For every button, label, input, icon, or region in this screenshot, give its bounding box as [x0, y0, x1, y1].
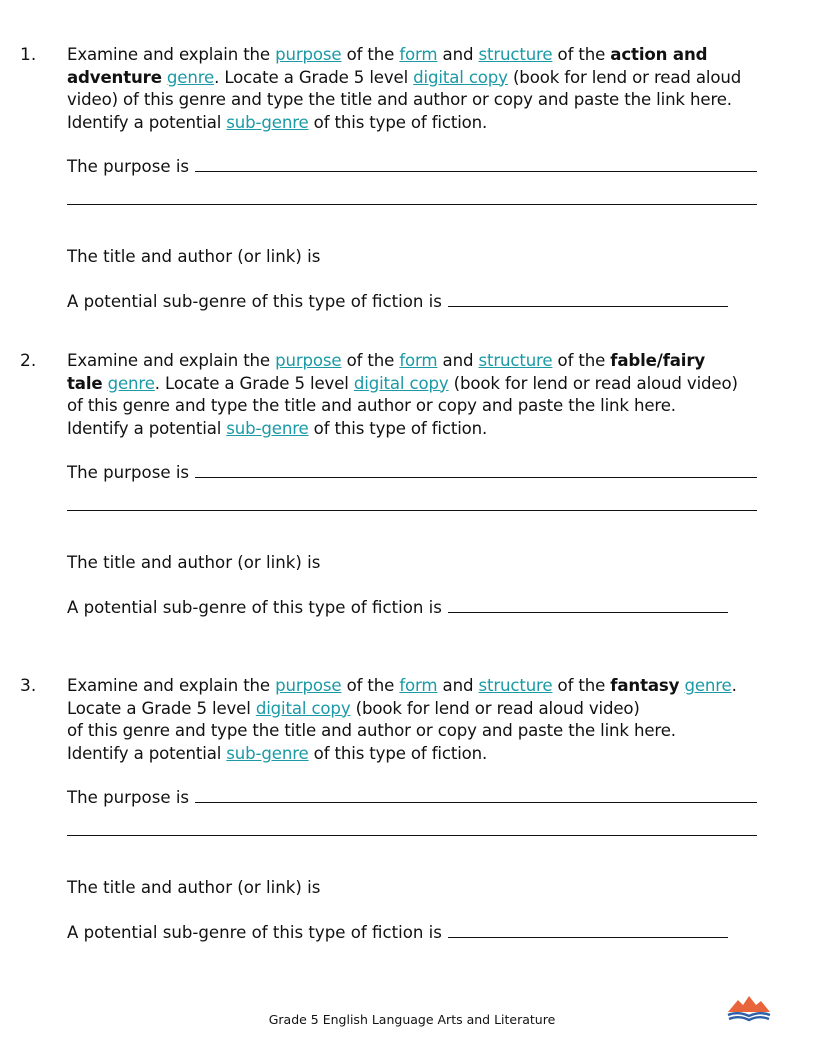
answer-line-continued[interactable] [67, 510, 757, 511]
subgenre-label: A potential sub-genre of this type of fiction is [67, 923, 442, 942]
purpose-label: The purpose is [67, 463, 190, 482]
mountain-book-logo-icon [726, 994, 772, 1024]
prompt-line: video) of this genre and type the title and author or copy and paste the link here. [67, 90, 732, 110]
digital-copy-link[interactable]: digital copy [255, 698, 351, 718]
purpose-field[interactable] [67, 462, 757, 484]
subgenre-label: A potential sub-genre of this type of fiction is [67, 292, 442, 311]
question-prompt [67, 350, 787, 440]
purpose-field[interactable] [67, 156, 757, 178]
digital-copy-link[interactable]: digital copy [413, 67, 508, 87]
subgenre-field[interactable] [67, 922, 728, 944]
prompt-line: Identify a potential sub-genre of this type of fiction. [67, 112, 488, 132]
prompt-line: of this genre and type the title and author or copy and paste the link here. [67, 721, 676, 741]
title-author-field[interactable] [67, 552, 320, 574]
genre-link[interactable]: genre [166, 67, 215, 87]
question-prompt [67, 675, 787, 765]
question-number: 3. [20, 676, 37, 696]
genre-name: action and [610, 45, 708, 64]
title-author-field[interactable] [67, 877, 320, 899]
genre-name: fable/fairy [610, 351, 706, 370]
prompt-line: adventure genre. Locate a Grade 5 level digital copy (book for lend or read aloud [67, 67, 742, 87]
purpose-link[interactable]: purpose [275, 351, 342, 370]
purpose-label: The purpose is [67, 157, 190, 176]
digital-copy-link[interactable]: digital copy [353, 373, 449, 393]
answer-line[interactable] [195, 787, 757, 803]
page-footer: Grade 5 English Language Arts and Literature [268, 1012, 556, 1027]
structure-link[interactable]: structure [478, 45, 553, 64]
answer-line-continued[interactable] [67, 835, 757, 836]
question-prompt [67, 44, 787, 134]
form-link[interactable]: form [399, 45, 438, 64]
prompt-line: Examine and explain the purpose of the form and structure of the fable/fairy [67, 351, 706, 370]
subgenre-label: A potential sub-genre of this type of fiction is [67, 598, 442, 617]
title-author-label: The title and author (or link) is [67, 878, 321, 897]
answer-line[interactable] [448, 597, 728, 613]
prompt-line: Examine and explain the purpose of the form and structure of the fantasy genre. [67, 676, 737, 695]
form-link[interactable]: form [399, 351, 438, 370]
answer-line[interactable] [195, 156, 757, 172]
purpose-label: The purpose is [67, 788, 190, 807]
genre-name: fantasy [610, 676, 680, 695]
prompt-line: Identify a potential sub-genre of this type of fiction. [67, 418, 488, 438]
answer-line[interactable] [195, 462, 757, 478]
answer-line-continued[interactable] [67, 204, 757, 205]
question-number: 1. [20, 45, 37, 65]
prompt-line: Locate a Grade 5 level digital copy (book for lend or read aloud video) [67, 698, 640, 718]
structure-link[interactable]: structure [478, 351, 553, 370]
purpose-link[interactable]: purpose [275, 45, 342, 64]
genre-name: adventure [67, 67, 162, 87]
subgenre-field[interactable] [67, 291, 728, 313]
answer-line[interactable] [448, 291, 728, 307]
genre-link[interactable]: genre [107, 373, 155, 393]
form-link[interactable]: form [399, 676, 438, 695]
sub-genre-link[interactable]: sub-genre [226, 418, 309, 438]
title-author-field[interactable] [67, 246, 320, 268]
question-number: 2. [20, 351, 37, 371]
sub-genre-link[interactable]: sub-genre [226, 743, 309, 763]
prompt-line: Examine and explain the purpose of the form and structure of the action and [67, 45, 708, 64]
sub-genre-link[interactable]: sub-genre [226, 112, 309, 132]
genre-name: tale [67, 373, 103, 393]
title-author-label: The title and author (or link) is [67, 247, 321, 266]
purpose-field[interactable] [67, 787, 757, 809]
title-author-label: The title and author (or link) is [67, 553, 321, 572]
prompt-line: tale genre. Locate a Grade 5 level digital copy (book for lend or read aloud video) [67, 373, 738, 393]
genre-link[interactable]: genre [684, 676, 732, 695]
subgenre-field[interactable] [67, 597, 728, 619]
prompt-line: Identify a potential sub-genre of this type of fiction. [67, 743, 488, 763]
structure-link[interactable]: structure [478, 676, 553, 695]
answer-line[interactable] [448, 922, 728, 938]
prompt-line: of this genre and type the title and author or copy and paste the link here. [67, 396, 676, 416]
purpose-link[interactable]: purpose [275, 676, 342, 695]
